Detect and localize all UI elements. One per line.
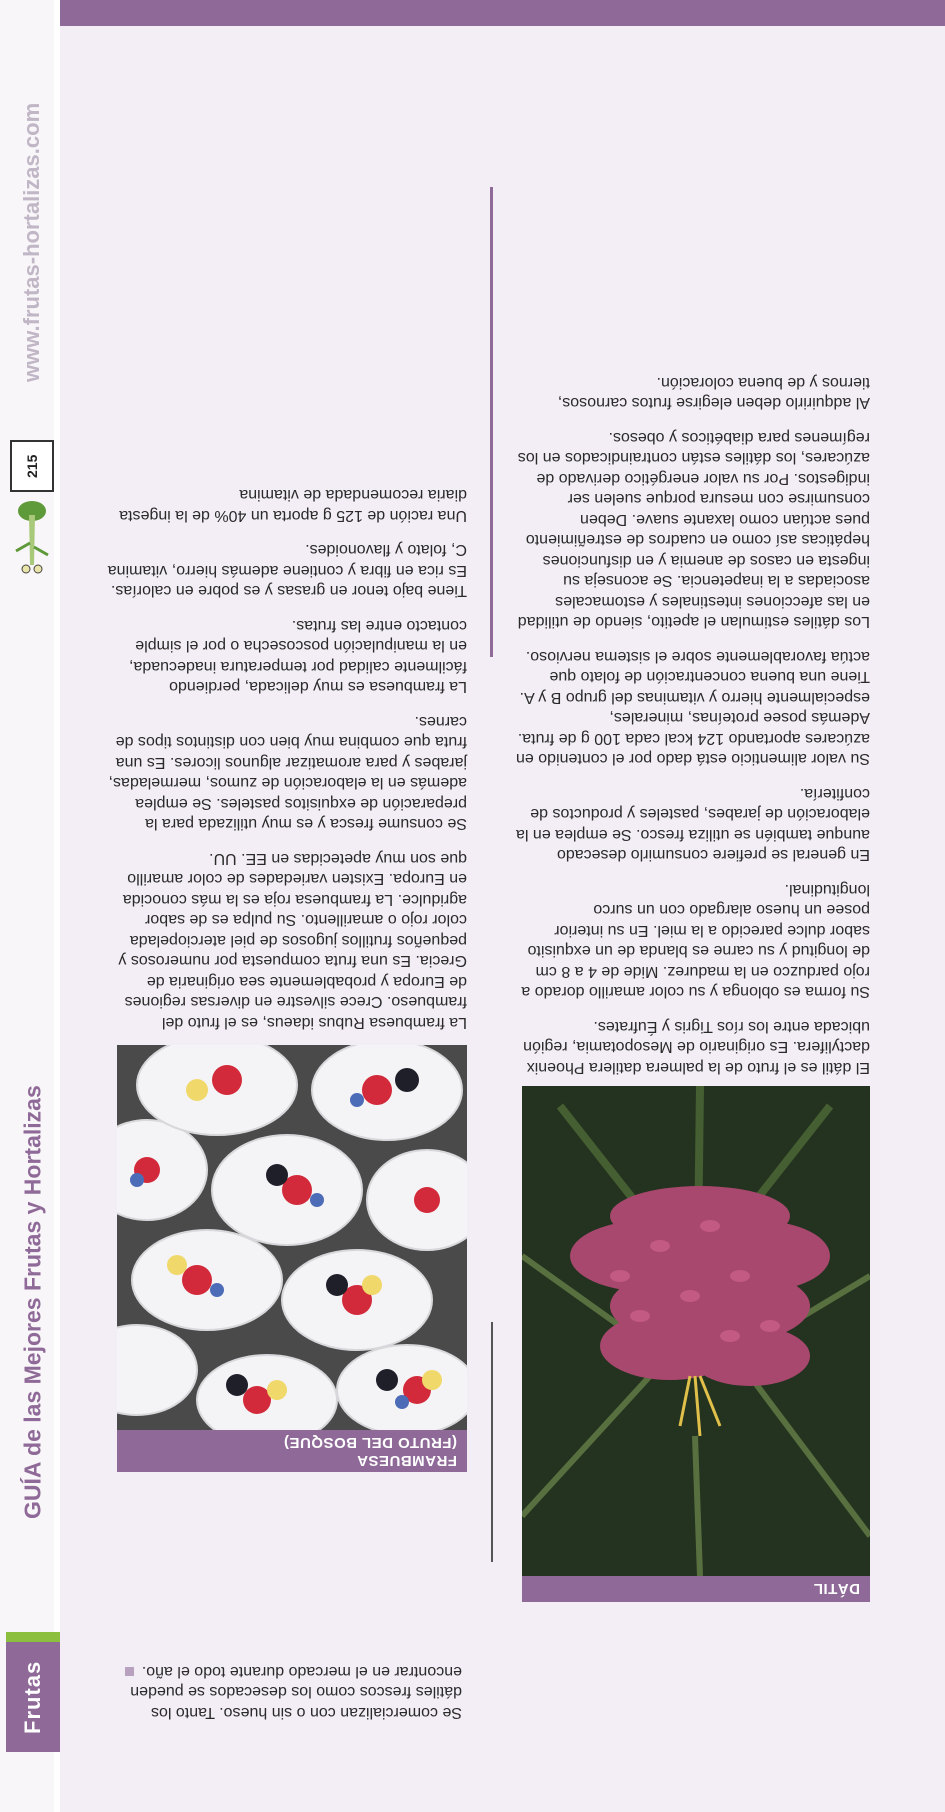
section-tab-green-line xyxy=(6,1632,60,1642)
page-number-box xyxy=(10,440,54,492)
paragraph: Tiene bajo tenor en grasas y es pobre en calorías. Es rica en fibra y contiene además hierro, vitamina C, folato y flavonoides. xyxy=(107,541,467,600)
column-divider xyxy=(490,187,493,657)
paragraph: En general se prefiere consumirlo desecado aunque también se utiliza fresco. Se emplea en la elaboración de jarabes, pasteles y productos de confitería. xyxy=(516,785,870,864)
paragraph: Se comercializan con o sin hueso. Tanto los dátiles frescos como los desecados se pueden encontrar en el mercado durante todo el año. xyxy=(130,1663,462,1721)
paragraph: Su valor alimenticio está dado por el contenido en azúcares aportando 124 kcal cada 100 g de fruta. Además posee proteínas, minerales, especialmente hierro y vitaminas del grupo B y A. Tiene una buena concentración de folato que actúa favorablemente sobre el sistema nervioso. xyxy=(516,648,870,768)
book-title: GUÍA de las Mejores Frutas y Hortalizas xyxy=(19,1085,46,1519)
datil-text xyxy=(515,358,870,1078)
website-band xyxy=(8,62,56,422)
frambuesa-title: FRAMBUESA xyxy=(356,1452,457,1469)
datil-continuation xyxy=(112,1661,462,1723)
paragraph: La frambuesa es muy delicada, perdiendo fácilmente calidad por temperatura inadecuada, en la manipulación poscosecha o por el simple contacto entre las frutas. xyxy=(129,617,467,696)
page-number: 215 xyxy=(24,454,40,478)
frambuesa-text xyxy=(107,470,467,1032)
section-label: Frutas xyxy=(20,1660,45,1734)
end-square-icon xyxy=(125,1667,134,1676)
paragraph: Los dátiles estimulan el apetito, siendo de utilidad en las afecciones intestinales y estomacales asociadas a la inapetencia. Se aconseja su ingesta en casos de anemia y en disfunciones hepáticas así como en cuadros de estreñimiento pues actúan como laxante suave. Deben consumirse con mesura porque suelen ser indigestos. Por su valor energético derivado de azúcares, los dátiles están contraindicados en los regímenes para diabéticos y obesos. xyxy=(517,429,870,631)
berries-photo-icon xyxy=(117,1045,467,1430)
bottom-accent-bar xyxy=(0,0,945,26)
website-url: www.frutas-hortalizas.com xyxy=(19,102,44,382)
paragraph: Su forma es oblonga y su color amarillo dorado a rojo parduzco en la madurez. Mide de 4 a 8 cm de longitud y su carne es blanda de un exquisito sabor dulce parecido a la miel. En su interior posee un hueso alargado con un surco longitudinal. xyxy=(521,881,870,1001)
frambuesa-heading xyxy=(117,1430,467,1472)
paragraph: La frambuesa Rubus idaeus, es el fruto del frambueso. Crece silvestre en diversas regiones de Europa y probablemente sea originaria de Grecia. Es una fruta compuesta por numerosos y pequeños frutillos jugosos de piel aterciopelada color rojo o amarillento. Su pulpa es de sabor agridulce. La frambuesa roja es la más conocida en Europa. Existen variedades de color amarillo que son muy apetecidas en EE. UU. xyxy=(118,850,467,1031)
book-title-band xyxy=(6,972,60,1632)
paragraph: Al adquirirlo deben elegirse frutos carnosos, tiernos y de buena coloración. xyxy=(557,374,870,412)
paragraph: Se consume fresca y es muy utilizada para la preparación de exquisitos pasteles. Se emplea además en la elaboración de zumos, mermeladas, jarabes y para aromatizar algunos licores. Es una fruta que combina muy bien con distintos tipos de carnes. xyxy=(108,713,467,833)
column-divider-top xyxy=(491,1322,493,1562)
paragraph: Una ración de 125 g aporta un 40% de la ingesta diaria recomendada de vitamina xyxy=(119,486,467,524)
frambuesa-subtitle: (FRUTO DEL BOSQUE) xyxy=(283,1434,457,1451)
paragraph: El dátil es el fruto de la palmera datilera Phoenix dactylifera. Es originario de Mesopotamia, región ubicada entre los ríos Tigris y Éufrates. xyxy=(523,1018,870,1076)
datil-heading: DÁTIL xyxy=(522,1576,870,1602)
date-palm-photo-icon xyxy=(522,1086,870,1576)
section-tab xyxy=(6,1642,60,1752)
leek-mascot-icon xyxy=(8,497,56,577)
